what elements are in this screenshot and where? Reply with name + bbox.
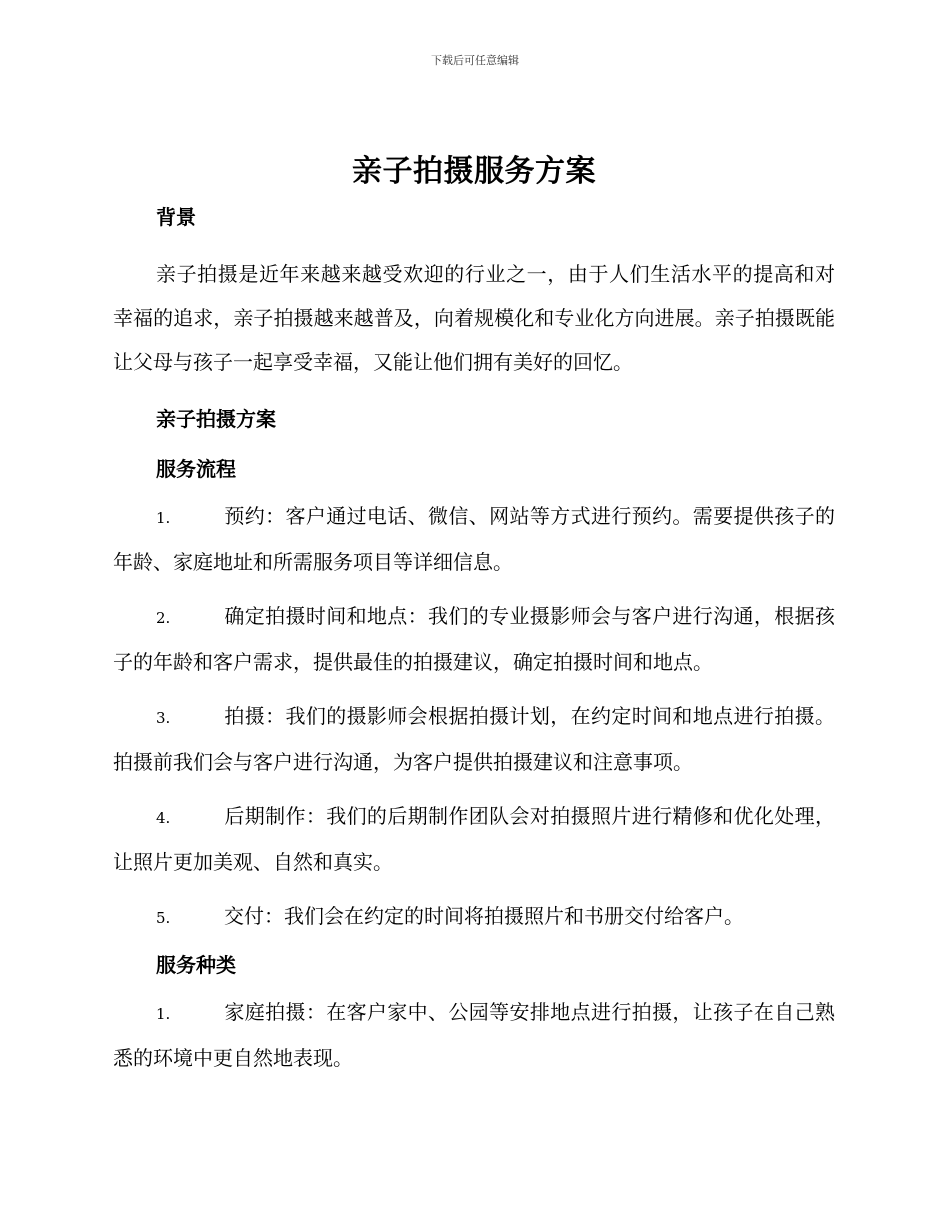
list-item (113, 494, 835, 584)
list-item-text: 确定拍摄时间和地点：我们的专业摄影师会与客户进行沟通，根据孩子的年龄和客户需求，提供最佳的拍摄建议，确定拍摄时间和地点。 (113, 604, 835, 674)
list-item (113, 990, 835, 1080)
list-item-number: 2. (156, 609, 171, 627)
list-item-text: 拍摄：我们的摄影师会根据拍摄计划，在约定时间和地点进行拍摄。拍摄前我们会与客户进行沟通，为客户提供拍摄建议和注意事项。 (113, 704, 835, 774)
list-item-text: 预约：客户通过电话、微信、网站等方式进行预约。需要提供孩子的年龄、家庭地址和所需服务项目等详细信息。 (113, 504, 835, 574)
list-item (113, 594, 835, 684)
page-header-note: 下载后可任意编辑 (431, 54, 519, 67)
list-item-number: 1. (156, 509, 171, 527)
list-item (113, 794, 835, 884)
list-item (113, 894, 835, 940)
list-item-number: 1. (156, 1005, 171, 1023)
document-body (113, 148, 835, 1080)
list-item-text: 交付：我们会在约定的时间将拍摄照片和书册交付给客户。 (224, 904, 744, 928)
section-heading-plan: 亲子拍摄方案 (156, 407, 276, 431)
list-item-number: 5. (156, 909, 171, 927)
list-item-text: 后期制作：我们的后期制作团队会对拍摄照片进行精修和优化处理，让照片更加美观、自然和真实。 (113, 804, 835, 874)
list-item-text: 家庭拍摄：在客户家中、公园等安排地点进行拍摄，让孩子在自己熟悉的环境中更自然地表现。 (113, 1000, 835, 1070)
list-item (113, 694, 835, 784)
background-paragraph: 亲子拍摄是近年来越来越受欢迎的行业之一，由于人们生活水平的提高和对幸福的追求，亲子拍摄越来越普及，向着规模化和专业化方向进展。亲子拍摄既能让父母与孩子一起享受幸福，又能让他们拥有美好的回忆。 (113, 262, 835, 374)
process-list (113, 494, 835, 940)
types-list (113, 990, 835, 1080)
section-heading-process: 服务流程 (156, 457, 236, 481)
section-heading-background: 背景 (156, 205, 196, 229)
list-item-number: 3. (156, 709, 171, 727)
document-title: 亲子拍摄服务方案 (352, 154, 596, 189)
section-heading-types: 服务种类 (156, 953, 236, 977)
list-item-number: 4. (156, 809, 171, 827)
